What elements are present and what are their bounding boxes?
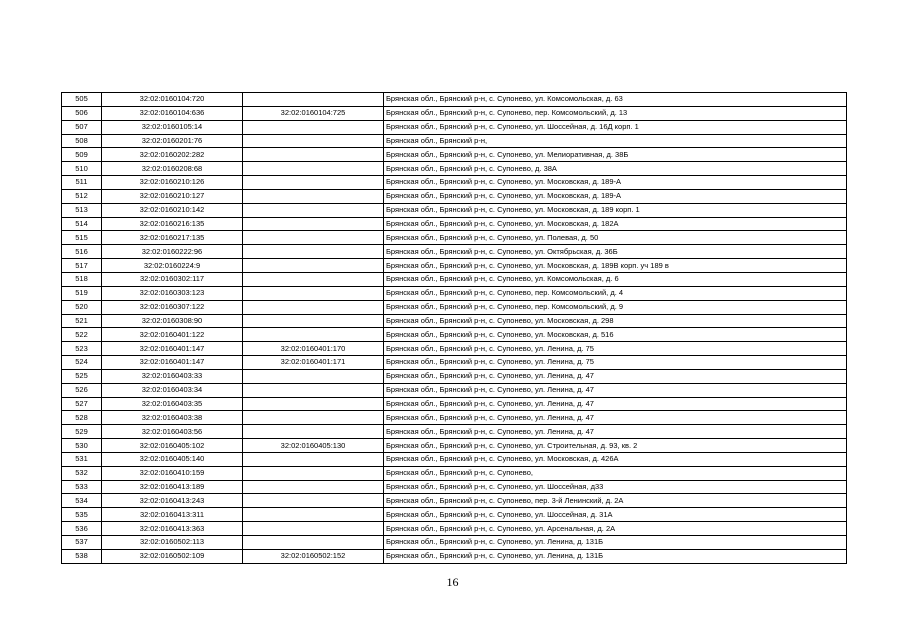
- address-cell: Брянская обл., Брянский р-н, с. Супонево, ул. Ленина, д. 131Б: [384, 549, 847, 563]
- row-number-cell: 510: [62, 162, 102, 176]
- table-row: [62, 369, 847, 383]
- cadastral-number-cell: 32:02:0160401:122: [102, 328, 243, 342]
- address-cell: Брянская обл., Брянский р-н, с. Супонево, ул. Московская, д. 189-А: [384, 176, 847, 190]
- row-number-cell: 509: [62, 148, 102, 162]
- table-row: [62, 466, 847, 480]
- address-cell: Брянская обл., Брянский р-н, с. Супонево, ул. Октябрьская, д. 36Б: [384, 245, 847, 259]
- related-cadastral-number-cell: 32:02:0160401:171: [243, 356, 384, 370]
- row-number-cell: 520: [62, 300, 102, 314]
- row-number-cell: 535: [62, 508, 102, 522]
- row-number-cell: 530: [62, 439, 102, 453]
- table-row: [62, 259, 847, 273]
- related-cadastral-number-cell: [243, 425, 384, 439]
- address-cell: Брянская обл., Брянский р-н, с. Супонево, ул. Московская, д. 189 корп. 1: [384, 203, 847, 217]
- address-cell: Брянская обл., Брянский р-н, с. Супонево, ул. Московская, д. 516: [384, 328, 847, 342]
- cadastral-number-cell: 32:02:0160104:636: [102, 106, 243, 120]
- row-number-cell: 515: [62, 231, 102, 245]
- cadastral-number-cell: 32:02:0160208:68: [102, 162, 243, 176]
- table-row: [62, 549, 847, 563]
- cadastral-number-cell: 32:02:0160303:123: [102, 286, 243, 300]
- related-cadastral-number-cell: [243, 328, 384, 342]
- table-row: [62, 383, 847, 397]
- cadastral-number-cell: 32:02:0160413:311: [102, 508, 243, 522]
- row-number-cell: 505: [62, 93, 102, 107]
- related-cadastral-number-cell: [243, 536, 384, 550]
- row-number-cell: 525: [62, 369, 102, 383]
- table-row: [62, 342, 847, 356]
- related-cadastral-number-cell: [243, 508, 384, 522]
- related-cadastral-number-cell: [243, 300, 384, 314]
- cadastral-number-cell: 32:02:0160401:147: [102, 356, 243, 370]
- cadastral-number-cell: 32:02:0160413:363: [102, 522, 243, 536]
- table-row: [62, 452, 847, 466]
- row-number-cell: 519: [62, 286, 102, 300]
- cadastral-number-cell: 32:02:0160403:38: [102, 411, 243, 425]
- address-cell: Брянская обл., Брянский р-н, с. Супонево, ул. Строительная, д. 93, кв. 2: [384, 439, 847, 453]
- row-number-cell: 527: [62, 397, 102, 411]
- address-cell: Брянская обл., Брянский р-н, с. Супонево, ул. Ленина, д. 47: [384, 425, 847, 439]
- row-number-cell: 532: [62, 466, 102, 480]
- address-cell: Брянская обл., Брянский р-н, с. Супонево, ул. Московская, д. 189-А: [384, 189, 847, 203]
- row-number-cell: 531: [62, 452, 102, 466]
- address-cell: Брянская обл., Брянский р-н, с. Супонево, ул. Московская, д. 426А: [384, 452, 847, 466]
- row-number-cell: 529: [62, 425, 102, 439]
- row-number-cell: 514: [62, 217, 102, 231]
- table-row: [62, 480, 847, 494]
- table-row: [62, 176, 847, 190]
- address-cell: Брянская обл., Брянский р-н, с. Супонево, ул. Шоссейная, д. 16Д корп. 1: [384, 120, 847, 134]
- table-row: [62, 494, 847, 508]
- related-cadastral-number-cell: [243, 397, 384, 411]
- row-number-cell: 508: [62, 134, 102, 148]
- related-cadastral-number-cell: [243, 314, 384, 328]
- page-number: 16: [446, 575, 459, 589]
- row-number-cell: 513: [62, 203, 102, 217]
- address-cell: Брянская обл., Брянский р-н, с. Супонево, пер. Комсомольский, д. 4: [384, 286, 847, 300]
- cadastral-number-cell: 32:02:0160410:159: [102, 466, 243, 480]
- related-cadastral-number-cell: 32:02:0160405:130: [243, 439, 384, 453]
- row-number-cell: 534: [62, 494, 102, 508]
- table-row: [62, 411, 847, 425]
- cadastral-number-cell: 32:02:0160403:35: [102, 397, 243, 411]
- cadastral-number-cell: 32:02:0160105:14: [102, 120, 243, 134]
- registry-table: [61, 92, 847, 564]
- cadastral-number-cell: 32:02:0160210:126: [102, 176, 243, 190]
- row-number-cell: 538: [62, 549, 102, 563]
- table-row: [62, 536, 847, 550]
- table-row: [62, 439, 847, 453]
- row-number-cell: 526: [62, 383, 102, 397]
- cadastral-number-cell: 32:02:0160405:140: [102, 452, 243, 466]
- related-cadastral-number-cell: [243, 93, 384, 107]
- related-cadastral-number-cell: [243, 162, 384, 176]
- address-cell: Брянская обл., Брянский р-н, с. Супонево, ул. Ленина, д. 75: [384, 342, 847, 356]
- related-cadastral-number-cell: [243, 411, 384, 425]
- address-cell: Брянская обл., Брянский р-н, с. Супонево,: [384, 466, 847, 480]
- row-number-cell: 523: [62, 342, 102, 356]
- row-number-cell: 512: [62, 189, 102, 203]
- address-cell: Брянская обл., Брянский р-н, с. Супонево, д. 38А: [384, 162, 847, 176]
- address-cell: Брянская обл., Брянский р-н, с. Супонево, пер. Комсомольский, д. 9: [384, 300, 847, 314]
- cadastral-number-cell: 32:02:0160403:56: [102, 425, 243, 439]
- table-row: [62, 120, 847, 134]
- related-cadastral-number-cell: [243, 189, 384, 203]
- table-row: [62, 134, 847, 148]
- related-cadastral-number-cell: 32:02:0160401:170: [243, 342, 384, 356]
- address-cell: Брянская обл., Брянский р-н, с. Супонево, ул. Арсенальная, д. 2А: [384, 522, 847, 536]
- table-row: [62, 286, 847, 300]
- table-row: [62, 356, 847, 370]
- row-number-cell: 524: [62, 356, 102, 370]
- row-number-cell: 511: [62, 176, 102, 190]
- cadastral-number-cell: 32:02:0160210:142: [102, 203, 243, 217]
- address-cell: Брянская обл., Брянский р-н, с. Супонево, ул. Комсомольская, д. 6: [384, 272, 847, 286]
- address-cell: Брянская обл., Брянский р-н, с. Супонево, ул. Мелиоративная, д. 38Б: [384, 148, 847, 162]
- related-cadastral-number-cell: [243, 466, 384, 480]
- table-row: [62, 231, 847, 245]
- row-number-cell: 507: [62, 120, 102, 134]
- row-number-cell: 517: [62, 259, 102, 273]
- cadastral-number-cell: 32:02:0160401:147: [102, 342, 243, 356]
- related-cadastral-number-cell: [243, 217, 384, 231]
- cadastral-number-cell: 32:02:0160217:135: [102, 231, 243, 245]
- row-number-cell: 506: [62, 106, 102, 120]
- address-cell: Брянская обл., Брянский р-н, с. Супонево, пер. 3-й Ленинский, д. 2А: [384, 494, 847, 508]
- row-number-cell: 516: [62, 245, 102, 259]
- cadastral-number-cell: 32:02:0160405:102: [102, 439, 243, 453]
- related-cadastral-number-cell: [243, 480, 384, 494]
- address-cell: Брянская обл., Брянский р-н, с. Супонево, ул. Ленина, д. 131Б: [384, 536, 847, 550]
- table-row: [62, 106, 847, 120]
- address-cell: Брянская обл., Брянский р-н, с. Супонево, ул. Шоссейная, д33: [384, 480, 847, 494]
- cadastral-number-cell: 32:02:0160403:34: [102, 383, 243, 397]
- related-cadastral-number-cell: [243, 259, 384, 273]
- table-row: [62, 397, 847, 411]
- cadastral-number-cell: 32:02:0160413:189: [102, 480, 243, 494]
- address-cell: Брянская обл., Брянский р-н, с. Супонево, ул. Московская, д. 182А: [384, 217, 847, 231]
- table-row: [62, 189, 847, 203]
- address-cell: Брянская обл., Брянский р-н, с. Супонево, ул. Ленина, д. 47: [384, 383, 847, 397]
- address-cell: Брянская обл., Брянский р-н, с. Супонево, ул. Ленина, д. 47: [384, 397, 847, 411]
- table-row: [62, 314, 847, 328]
- table-row: [62, 522, 847, 536]
- related-cadastral-number-cell: [243, 245, 384, 259]
- row-number-cell: 537: [62, 536, 102, 550]
- related-cadastral-number-cell: [243, 148, 384, 162]
- table-row: [62, 425, 847, 439]
- row-number-cell: 522: [62, 328, 102, 342]
- cadastral-number-cell: 32:02:0160201:76: [102, 134, 243, 148]
- related-cadastral-number-cell: [243, 134, 384, 148]
- related-cadastral-number-cell: [243, 494, 384, 508]
- cadastral-number-cell: 32:02:0160502:113: [102, 536, 243, 550]
- table-row: [62, 93, 847, 107]
- related-cadastral-number-cell: [243, 369, 384, 383]
- related-cadastral-number-cell: [243, 120, 384, 134]
- address-cell: Брянская обл., Брянский р-н, с. Супонево, ул. Московская, д. 298: [384, 314, 847, 328]
- table-row: [62, 328, 847, 342]
- cadastral-number-cell: 32:02:0160210:127: [102, 189, 243, 203]
- related-cadastral-number-cell: [243, 522, 384, 536]
- related-cadastral-number-cell: [243, 286, 384, 300]
- cadastral-number-cell: 32:02:0160202:282: [102, 148, 243, 162]
- row-number-cell: 533: [62, 480, 102, 494]
- related-cadastral-number-cell: [243, 452, 384, 466]
- cadastral-number-cell: 32:02:0160403:33: [102, 369, 243, 383]
- related-cadastral-number-cell: 32:02:0160502:152: [243, 549, 384, 563]
- related-cadastral-number-cell: [243, 383, 384, 397]
- table-row: [62, 217, 847, 231]
- related-cadastral-number-cell: [243, 203, 384, 217]
- row-number-cell: 528: [62, 411, 102, 425]
- registry-table-body: [62, 93, 847, 564]
- row-number-cell: 536: [62, 522, 102, 536]
- address-cell: Брянская обл., Брянский р-н, с. Супонево, ул. Ленина, д. 47: [384, 369, 847, 383]
- cadastral-number-cell: 32:02:0160224:9: [102, 259, 243, 273]
- table-row: [62, 508, 847, 522]
- address-cell: Брянская обл., Брянский р-н, с. Супонево, ул. Шоссейная, д. 31А: [384, 508, 847, 522]
- cadastral-number-cell: 32:02:0160413:243: [102, 494, 243, 508]
- cadastral-number-cell: 32:02:0160216:135: [102, 217, 243, 231]
- cadastral-number-cell: 32:02:0160222:96: [102, 245, 243, 259]
- related-cadastral-number-cell: [243, 176, 384, 190]
- address-cell: Брянская обл., Брянский р-н, с. Супонево, пер. Комсомольский, д. 13: [384, 106, 847, 120]
- address-cell: Брянская обл., Брянский р-н,: [384, 134, 847, 148]
- table-row: [62, 272, 847, 286]
- address-cell: Брянская обл., Брянский р-н, с. Супонево, ул. Московская, д. 189В корп. уч 189 в: [384, 259, 847, 273]
- related-cadastral-number-cell: [243, 231, 384, 245]
- address-cell: Брянская обл., Брянский р-н, с. Супонево, ул. Ленина, д. 75: [384, 356, 847, 370]
- row-number-cell: 521: [62, 314, 102, 328]
- related-cadastral-number-cell: [243, 272, 384, 286]
- related-cadastral-number-cell: 32:02:0160104:725: [243, 106, 384, 120]
- table-row: [62, 148, 847, 162]
- address-cell: Брянская обл., Брянский р-н, с. Супонево, ул. Комсомольская, д. 63: [384, 93, 847, 107]
- cadastral-number-cell: 32:02:0160104:720: [102, 93, 243, 107]
- cadastral-number-cell: 32:02:0160308:90: [102, 314, 243, 328]
- cadastral-number-cell: 32:02:0160502:109: [102, 549, 243, 563]
- address-cell: Брянская обл., Брянский р-н, с. Супонево, ул. Ленина, д. 47: [384, 411, 847, 425]
- cadastral-number-cell: 32:02:0160302:117: [102, 272, 243, 286]
- cadastral-number-cell: 32:02:0160307:122: [102, 300, 243, 314]
- row-number-cell: 518: [62, 272, 102, 286]
- table-row: [62, 245, 847, 259]
- table-row: [62, 300, 847, 314]
- table-row: [62, 203, 847, 217]
- table-row: [62, 162, 847, 176]
- address-cell: Брянская обл., Брянский р-н, с. Супонево, ул. Полевая, д. 50: [384, 231, 847, 245]
